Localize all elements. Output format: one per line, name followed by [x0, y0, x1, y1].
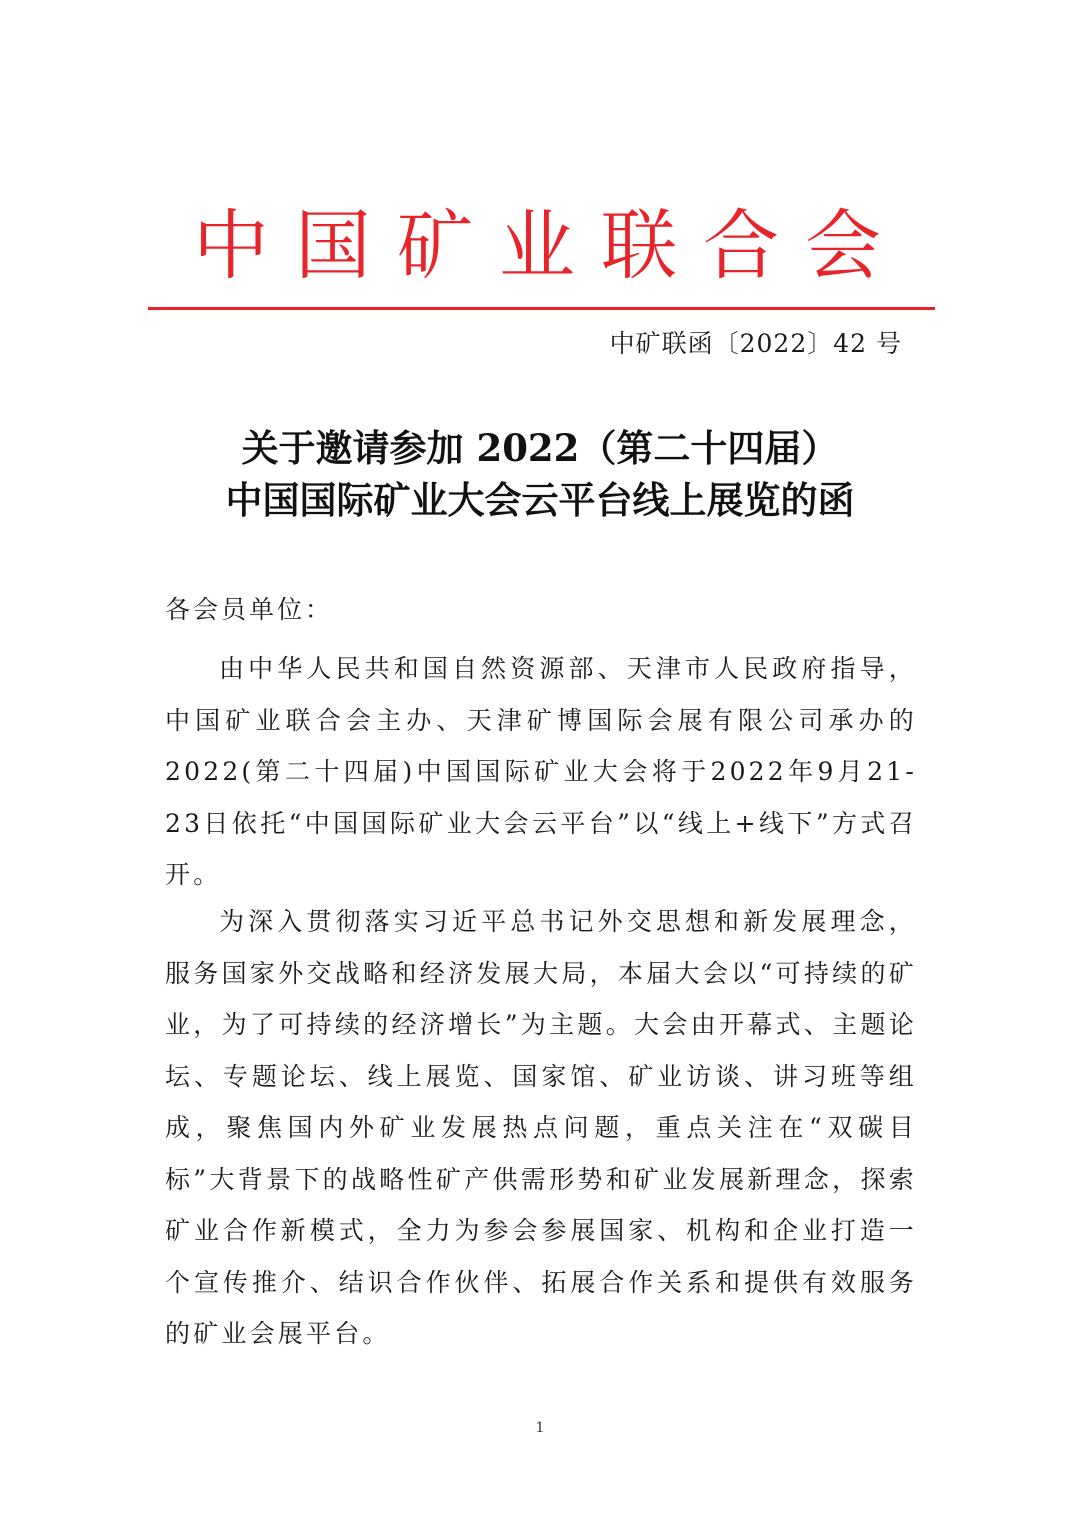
document-title [0, 422, 1080, 526]
organization-header: 中国矿业联合会 [193, 201, 907, 290]
red-divider-line [148, 307, 935, 310]
body-paragraph-1: 由中华人民共和国自然资源部、天津市人民政府指导，中国矿业联合会主办、天津矿博国际会展有限公司承办的2022(第二十四届)中国国际矿业大会将于2022年9月21-23日依托“中国国际矿业大会云平台”以“线上+线下”方式召开。 [165, 654, 917, 889]
title-line-2: 中国国际矿业大会云平台线上展览的函 [225, 478, 855, 522]
title-line-1: 关于邀请参加 2022（第二十四届） [241, 426, 839, 470]
document-number: 中矿联函〔2022〕42 号 [609, 329, 902, 358]
body-paragraph-2: 为深入贯彻落实习近平总书记外交思想和新发展理念，服务国家外交战略和经济发展大局，本届大会以“可持续的矿业，为了可持续的经济增长”为主题。大会由开幕式、主题论坛、专题论坛、线上展览、国家馆、矿业访谈、讲习班等组成，聚焦国内外矿业发展热点问题，重点关注在“双碳目标”大背景下的战略性矿产供需形势和矿业发展新理念，探索矿业合作新模式，全力为参会参展国家、机构和企业打造一个宣传推介、结识合作伙伴、拓展合作关系和提供有效服务的矿业会展平台。 [165, 907, 917, 1348]
salutation: 各会员单位： [165, 595, 334, 624]
page-number: 1 [535, 1420, 545, 1436]
